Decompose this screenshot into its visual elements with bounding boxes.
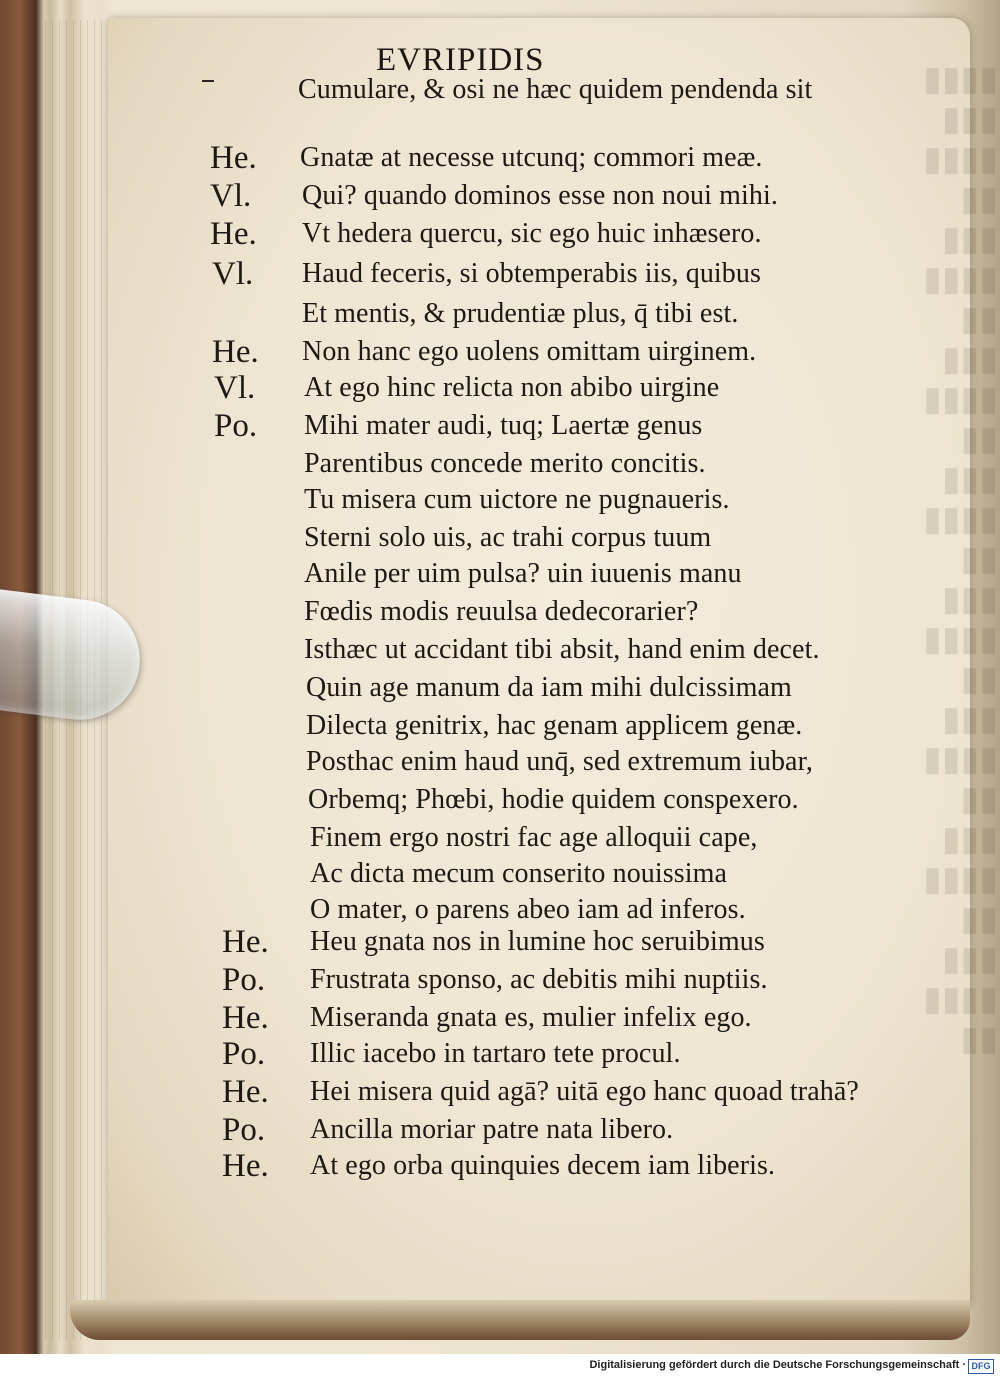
speaker-label: Po. bbox=[222, 1112, 266, 1148]
speaker-label: Vl. bbox=[214, 370, 256, 406]
verse-line-text: Illic iacebo in tartaro tete procul. bbox=[310, 1038, 681, 1069]
verse-line-text: Vt hedera quercu, sic ego huic inhæsero. bbox=[302, 218, 762, 249]
speaker-label: Vl. bbox=[210, 178, 252, 214]
verse-line-text: Et mentis, & prudentiæ plus, q̄ tibi est. bbox=[302, 298, 739, 329]
verse-line-text: Ancilla moriar patre nata libero. bbox=[310, 1114, 674, 1145]
verse-line-text: Heu gnata nos in lumine hoc seruibimus bbox=[310, 926, 765, 957]
verse-line-text: Fœdis modis reuulsa dedecorarier? bbox=[304, 596, 699, 627]
verse-line-text: Gnatæ at necesse utcunq; commori meæ. bbox=[300, 142, 763, 173]
verse-line-text: Sterni solo uis, ac trahi corpus tuum bbox=[304, 522, 712, 553]
verse-line-text: Tu misera cum uictore ne pugnaueris. bbox=[304, 484, 730, 515]
speaker-label: He. bbox=[222, 1074, 269, 1110]
dfg-logo: DFG bbox=[968, 1359, 994, 1374]
speaker-label: He. bbox=[210, 216, 257, 252]
speaker-label: He. bbox=[222, 1000, 269, 1036]
speaker-label: Po. bbox=[222, 962, 266, 998]
verse-line-text: Qui? quando dominos esse non noui mihi. bbox=[302, 180, 778, 211]
speaker-label: Po. bbox=[214, 408, 258, 444]
verse-line-text: Orbemq; Phœbi, hodie quidem conspexero. bbox=[308, 784, 799, 815]
verse-line-text: Dilecta genitrix, hac genam applicem genæ. bbox=[306, 710, 803, 741]
footer-bar bbox=[0, 1354, 1000, 1378]
verse-line-text: O mater, o parens abeo iam ad inferos. bbox=[310, 894, 746, 925]
footer-credit: Digitalisierung gefördert durch die Deutsche Forschungsgemeinschaft · bbox=[589, 1359, 966, 1371]
book-cover-bottom bbox=[70, 1300, 970, 1340]
verse-line-text: Haud feceris, si obtemperabis iis, quibus bbox=[302, 258, 762, 289]
verse-line-text: At ego hinc relicta non abibo uirgine bbox=[304, 372, 720, 403]
verse-line-text: Mihi mater audi, tuq; Laertæ genus bbox=[304, 410, 703, 441]
verse-line-text: Cumulare, & osi ne hæc quidem pendenda sit bbox=[298, 74, 813, 105]
verse-line-text: Frustrata sponso, ac debitis mihi nuptiis. bbox=[310, 964, 768, 995]
verse-line-text: Finem ergo nostri fac age alloquii cape, bbox=[310, 822, 758, 853]
verse-line-text: Quin age manum da iam mihi dulcissimam bbox=[306, 672, 792, 703]
verse-line-text: Isthæc ut accidant tibi absit, hand enim decet. bbox=[304, 634, 820, 665]
verse-line-text: Hei misera quid agā? uitā ego hanc quoad trahā? bbox=[310, 1076, 859, 1107]
speaker-label: Po. bbox=[222, 1036, 266, 1072]
verse-line-text: Miseranda gnata es, mulier infelix ego. bbox=[310, 1002, 752, 1033]
speaker-label: He. bbox=[212, 334, 259, 370]
speaker-label: He. bbox=[222, 924, 269, 960]
verse-line-text: Anile per uim pulsa? uin iuuenis manu bbox=[304, 558, 742, 589]
verse-line-text: Non hanc ego uolens omittam uirginem. bbox=[302, 336, 757, 367]
speaker-label: He. bbox=[222, 1148, 269, 1184]
speaker-label: Vl. bbox=[212, 256, 254, 292]
running-title: EVRIPIDIS bbox=[376, 42, 545, 78]
verse-line-text: Parentibus concede merito concitis. bbox=[304, 448, 706, 479]
verse-line-text: Posthac enim haud unq̄, sed extremum iubar, bbox=[306, 746, 813, 777]
show-through-text: ▮▮▮▮ ▮▮▮ ▮▮▮▮ ▮▮ ▮▮▮ ▮▮▮▮ ▮▮ ▮▮▮ ▮▮▮▮ ▮▮ ▮▮▮ ▮▮▮▮ ▮▮ ▮▮▮ ▮▮▮▮ ▮▮ ▮▮▮ ▮▮▮▮ ▮▮ ▮▮▮ ▮▮▮▮ ▮▮ ▮▮▮ ▮▮▮▮ ▮▮ bbox=[923, 61, 998, 1058]
verse-line-text: Ac dicta mecum conserito nouissima bbox=[310, 858, 728, 889]
margin-dash bbox=[202, 80, 214, 82]
verse-line-text: At ego orba quinquies decem iam liberis. bbox=[310, 1150, 776, 1181]
speaker-label: He. bbox=[210, 140, 257, 176]
